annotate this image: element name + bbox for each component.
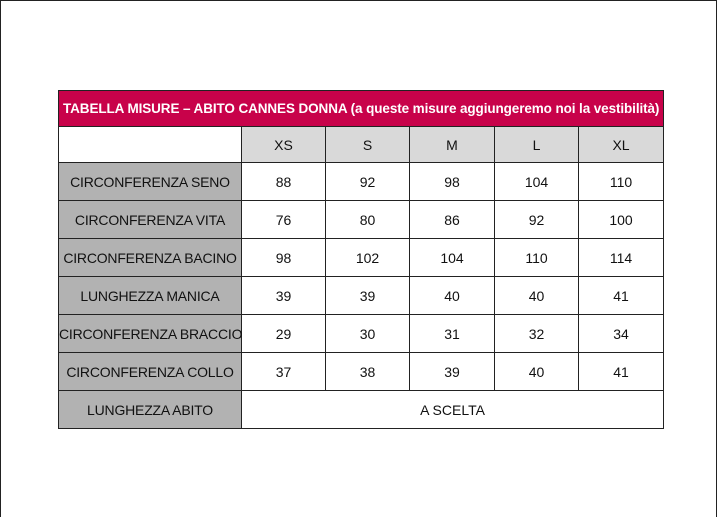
table-cell: 114	[579, 239, 664, 277]
table-cell: 39	[410, 353, 495, 391]
size-header-xl: XL	[579, 127, 664, 163]
table-cell: 76	[242, 201, 326, 239]
table-cell: 34	[579, 315, 664, 353]
table-row	[59, 277, 664, 315]
table-cell: 92	[326, 163, 410, 201]
size-header-l: L	[495, 127, 579, 163]
row-label: CIRCONFERENZA BRACCIO	[59, 315, 242, 353]
table-cell: 102	[326, 239, 410, 277]
row-label: CIRCONFERENZA COLLO	[59, 353, 242, 391]
table-cell: 30	[326, 315, 410, 353]
size-header-row	[59, 127, 664, 163]
table-cell: 38	[326, 353, 410, 391]
table-cell: 40	[495, 353, 579, 391]
table-cell: 110	[579, 163, 664, 201]
table-cell: 41	[579, 353, 664, 391]
size-header-s: S	[326, 127, 410, 163]
row-label: CIRCONFERENZA SENO	[59, 163, 242, 201]
table-cell: 37	[242, 353, 326, 391]
table-cell: 39	[326, 277, 410, 315]
table-cell: 100	[579, 201, 664, 239]
row-label: CIRCONFERENZA BACINO	[59, 239, 242, 277]
table-title: TABELLA MISURE – ABITO CANNES DONNA (a queste misure aggiungeremo noi la vestibilità)	[59, 91, 664, 127]
table-cell: 80	[326, 201, 410, 239]
table-cell: 29	[242, 315, 326, 353]
table-row-dress-length	[59, 391, 664, 429]
table-cell: 104	[495, 163, 579, 201]
table-cell: 92	[495, 201, 579, 239]
row-label: LUNGHEZZA MANICA	[59, 277, 242, 315]
table-row	[59, 353, 664, 391]
table-cell: 32	[495, 315, 579, 353]
table-cell: 98	[410, 163, 495, 201]
table-row	[59, 163, 664, 201]
table-cell: 98	[242, 239, 326, 277]
table-cell: 110	[495, 239, 579, 277]
table-cell: 40	[495, 277, 579, 315]
table-cell: 40	[410, 277, 495, 315]
size-header-m: M	[410, 127, 495, 163]
title-row	[59, 91, 664, 127]
table-cell: 39	[242, 277, 326, 315]
table-row	[59, 201, 664, 239]
row-label: CIRCONFERENZA VITA	[59, 201, 242, 239]
dress-length-value: A SCELTA	[242, 391, 664, 429]
table-row	[59, 239, 664, 277]
size-header-xs: XS	[242, 127, 326, 163]
size-chart-table	[58, 90, 664, 429]
table-cell: 41	[579, 277, 664, 315]
table-row	[59, 315, 664, 353]
table-cell: 88	[242, 163, 326, 201]
row-label: LUNGHEZZA ABITO	[59, 391, 242, 429]
table-cell: 86	[410, 201, 495, 239]
table-cell: 31	[410, 315, 495, 353]
corner-cell	[59, 127, 242, 163]
table-cell: 104	[410, 239, 495, 277]
